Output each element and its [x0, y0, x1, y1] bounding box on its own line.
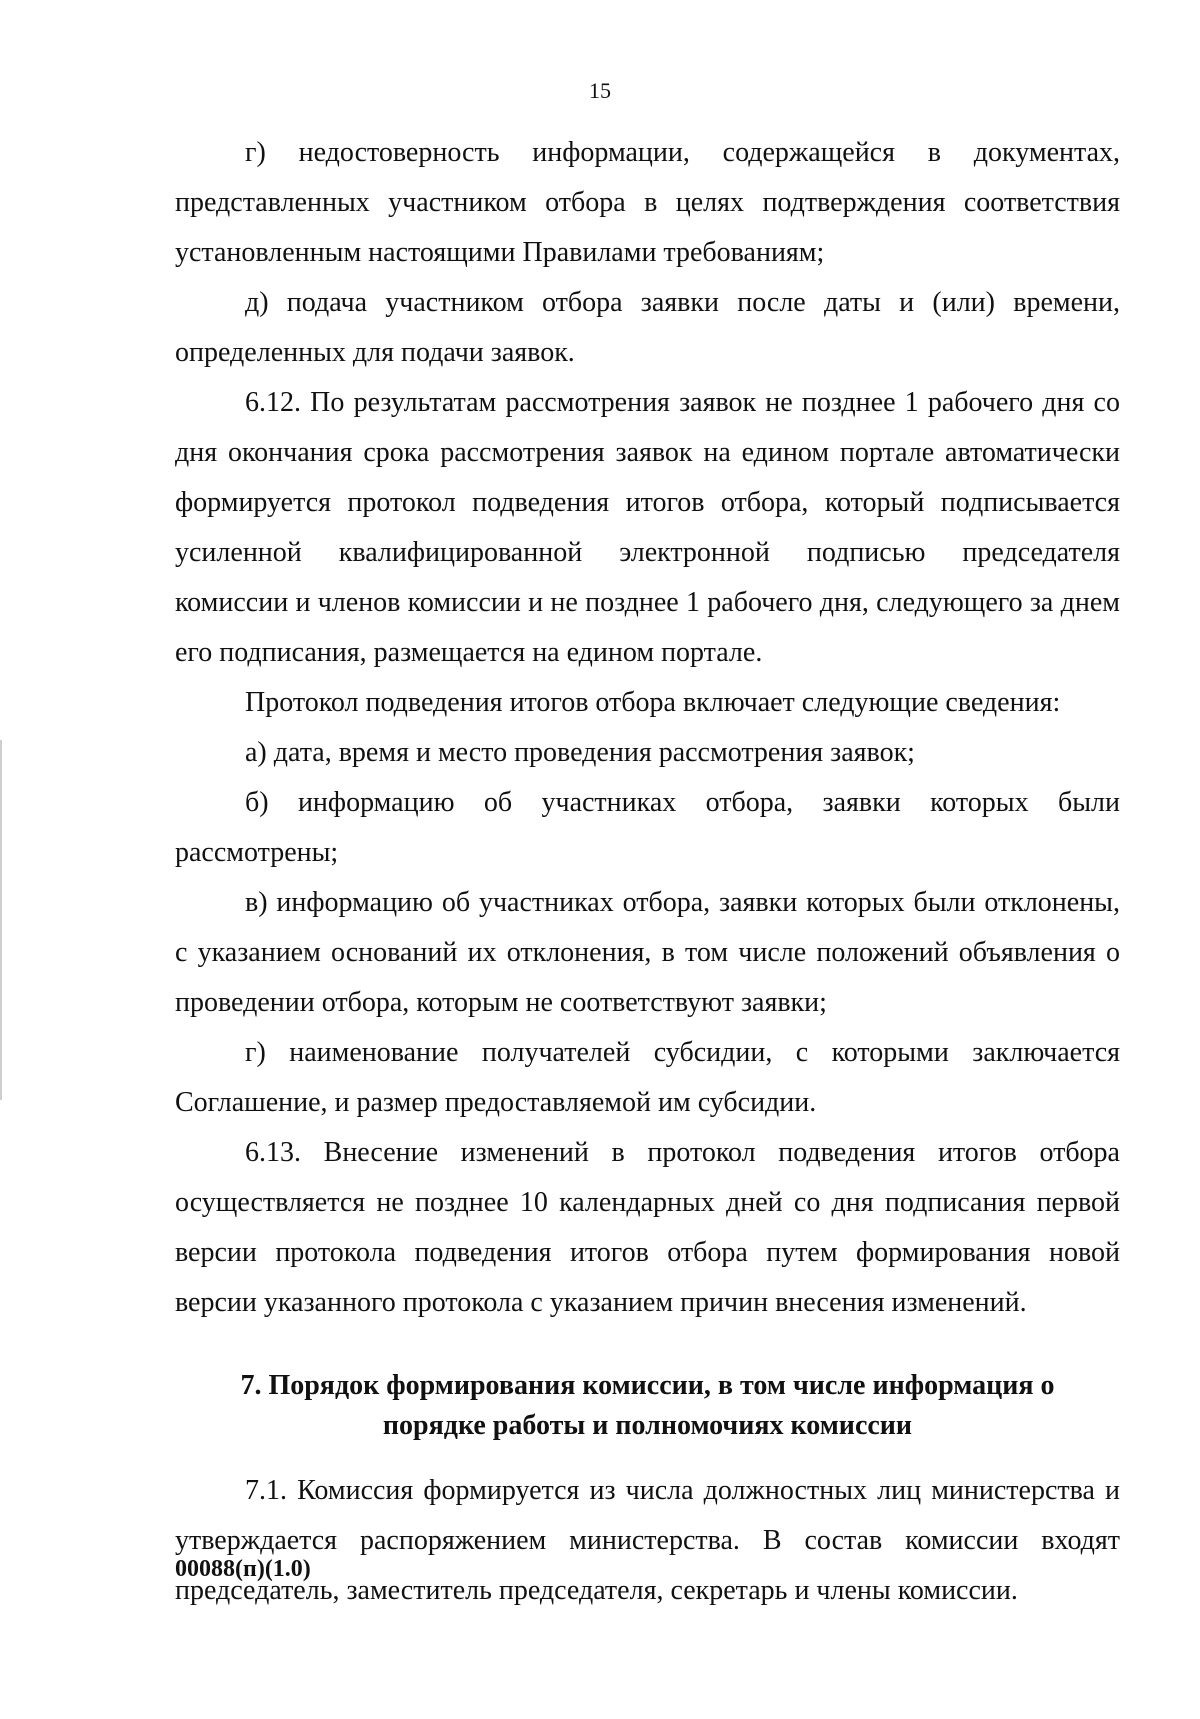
document-body [175, 128, 1120, 1616]
paragraph-g-inaccurate-info: г) недостоверность информации, содержащейся в документах, представленных участником отбора в целях подтверждения соответствия установленным настоящими Правилами требованиям; [175, 137, 1120, 268]
paragraph-g-recipients: г) наименование получателей субсидии, с которыми заключается Соглашение, и размер предоставляемой им субсидии. [175, 1037, 1120, 1118]
page-number: 15 [589, 78, 611, 103]
paragraph-6-12: 6.12. По результатам рассмотрения заявок не позднее 1 рабочего дня со дня окончания срока рассмотрения заявок на едином портале автоматически формируется протокол подведения итогов отбора, который подписывается усиленной квалифицированной электронной подписью председателя комиссии и членов комиссии и не позднее 1 рабочего дня, следующего за днем его подписания, размещается на едином портале. [175, 387, 1120, 668]
paragraph-d-late-submission: д) подача участником отбора заявки после даты и (или) времени, определенных для подачи заявок. [175, 287, 1120, 368]
paragraph-v-rejected: в) информацию об участниках отбора, заявки которых были отклонены, с указанием оснований их отклонения, в том числе положений объявления о проведении отбора, которым не соответствуют заявки; [175, 887, 1120, 1018]
paragraph-a-date-time: а) дата, время и место проведения рассмотрения заявок; [245, 737, 915, 768]
section-heading-7: 7. Порядок формирования комиссии, в том числе информация о порядке работы и полномочиях комиссии [240, 1370, 1055, 1441]
paragraph-protocol-intro: Протокол подведения итогов отбора включает следующие сведения: [245, 687, 1061, 718]
paragraph-b-reviewed: б) информацию об участниках отбора, заявки которых были рассмотрены; [175, 787, 1120, 868]
scan-edge-mark [0, 740, 2, 1100]
paragraph-7-1: 7.1. Комиссия формируется из числа должностных лиц министерства и утверждается распоряжением министерства. В состав комиссии входят председатель, заместитель председателя, секретарь и члены комиссии. [175, 1475, 1120, 1606]
document-code: 00088(п)(1.0) [175, 1556, 311, 1582]
paragraph-6-13: 6.13. Внесение изменений в протокол подведения итогов отбора осуществляется не позднее 10 календарных дней со дня подписания первой версии протокола подведения итогов отбора путем формирования новой версии указанного протокола с указанием причин внесения изменений. [175, 1137, 1120, 1318]
